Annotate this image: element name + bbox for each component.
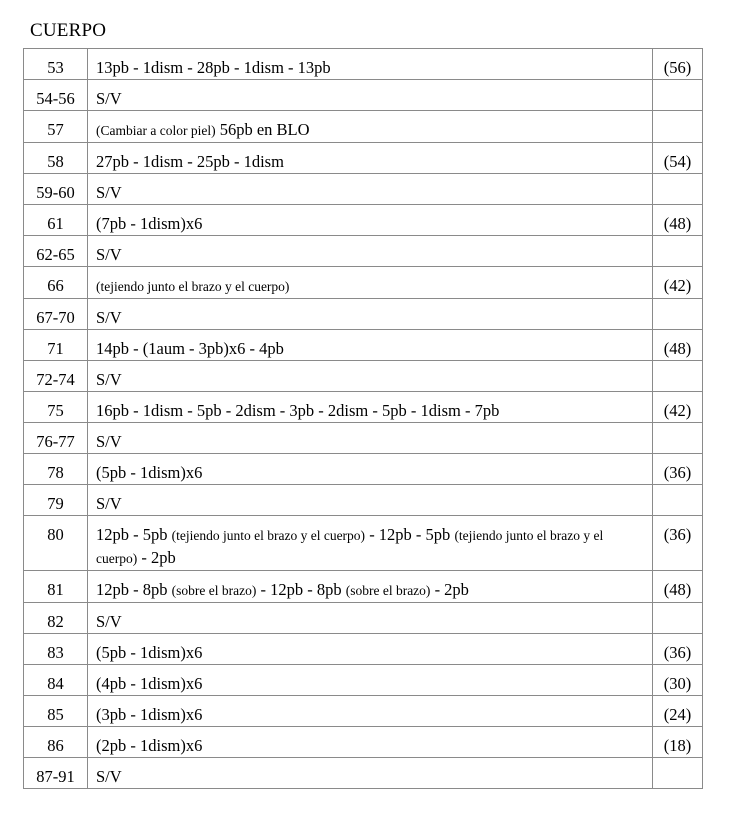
round-instruction	[88, 174, 653, 205]
round-number: 80	[24, 516, 88, 571]
stitch-count	[653, 603, 703, 634]
round-number: 75	[24, 392, 88, 423]
instruction-text: (7pb - 1dism)x6	[96, 214, 203, 233]
table-row	[24, 267, 703, 299]
round-instruction	[88, 485, 653, 516]
stitch-count: (36)	[653, 454, 703, 485]
round-number: 72-74	[24, 361, 88, 392]
round-instruction	[88, 665, 653, 696]
round-instruction	[88, 603, 653, 634]
stitch-count	[653, 111, 703, 143]
round-instruction	[88, 361, 653, 392]
table-row	[24, 516, 703, 571]
round-number: 85	[24, 696, 88, 727]
table-row	[24, 571, 703, 603]
round-number: 83	[24, 634, 88, 665]
instruction-text: 12pb - 5pb	[96, 525, 172, 544]
round-instruction	[88, 49, 653, 80]
instruction-text: - 12pb - 8pb	[256, 580, 346, 599]
round-number: 57	[24, 111, 88, 143]
instruction-text: S/V	[96, 767, 122, 786]
instruction-text: S/V	[96, 370, 122, 389]
round-number: 62-65	[24, 236, 88, 267]
round-instruction	[88, 205, 653, 236]
round-instruction	[88, 571, 653, 603]
stitch-count: (24)	[653, 696, 703, 727]
stitch-count	[653, 361, 703, 392]
table-row	[24, 330, 703, 361]
round-instruction	[88, 758, 653, 789]
instruction-text: - 12pb - 5pb	[365, 525, 455, 544]
instruction-note: (tejiendo junto el brazo y el cuerpo)	[171, 528, 366, 543]
instruction-text: 14pb - (1aum - 3pb)x6 - 4pb	[96, 339, 284, 358]
stitch-count	[653, 299, 703, 330]
table-row	[24, 696, 703, 727]
table-row	[24, 361, 703, 392]
stitch-count	[653, 423, 703, 454]
table-row	[24, 423, 703, 454]
round-number: 81	[24, 571, 88, 603]
round-number: 54-56	[24, 80, 88, 111]
table-row	[24, 454, 703, 485]
table-row	[24, 634, 703, 665]
stitch-count: (48)	[653, 330, 703, 361]
table-row	[24, 236, 703, 267]
stitch-count	[653, 236, 703, 267]
table-row	[24, 727, 703, 758]
table-row	[24, 80, 703, 111]
pattern-rows	[24, 49, 703, 789]
instruction-text: S/V	[96, 89, 122, 108]
round-number: 66	[24, 267, 88, 299]
table-row	[24, 758, 703, 789]
round-instruction	[88, 634, 653, 665]
table-row	[24, 111, 703, 143]
stitch-count: (42)	[653, 267, 703, 299]
instruction-text: (2pb - 1dism)x6	[96, 736, 203, 755]
round-number: 79	[24, 485, 88, 516]
instruction-text: 16pb - 1dism - 5pb - 2dism - 3pb - 2dism - 5pb - 1dism - 7pb	[96, 401, 500, 420]
round-instruction	[88, 454, 653, 485]
round-number: 58	[24, 143, 88, 174]
instruction-text: (3pb - 1dism)x6	[96, 705, 203, 724]
stitch-count	[653, 80, 703, 111]
instruction-text: S/V	[96, 432, 122, 451]
round-number: 67-70	[24, 299, 88, 330]
instruction-text: - 2pb	[137, 548, 176, 567]
stitch-count: (36)	[653, 634, 703, 665]
instruction-text: S/V	[96, 245, 122, 264]
instruction-note: (sobre el brazo)	[171, 583, 257, 598]
round-instruction	[88, 516, 653, 571]
table-row	[24, 485, 703, 516]
stitch-count: (48)	[653, 205, 703, 236]
instruction-text: - 2pb	[430, 580, 469, 599]
round-number: 61	[24, 205, 88, 236]
stitch-count: (54)	[653, 143, 703, 174]
stitch-count: (36)	[653, 516, 703, 571]
section-title: CUERPO	[30, 20, 107, 41]
stitch-count: (48)	[653, 571, 703, 603]
instruction-note: (tejiendo junto el brazo y el cuerpo)	[96, 528, 604, 566]
instruction-text: S/V	[96, 183, 122, 202]
round-number: 82	[24, 603, 88, 634]
round-instruction	[88, 423, 653, 454]
instruction-text: (5pb - 1dism)x6	[96, 643, 203, 662]
round-number: 59-60	[24, 174, 88, 205]
instruction-text: 12pb - 8pb	[96, 580, 172, 599]
round-instruction	[88, 727, 653, 758]
round-number: 84	[24, 665, 88, 696]
stitch-count: (18)	[653, 727, 703, 758]
instruction-text: 27pb - 1dism - 25pb - 1dism	[96, 152, 284, 171]
instruction-note: (tejiendo junto el brazo y el cuerpo)	[96, 279, 290, 294]
table-row	[24, 392, 703, 423]
table-row	[24, 299, 703, 330]
instruction-note: (Cambiar a color piel)	[96, 123, 216, 138]
round-instruction	[88, 143, 653, 174]
stitch-count	[653, 758, 703, 789]
round-instruction	[88, 236, 653, 267]
round-number: 78	[24, 454, 88, 485]
table-row	[24, 205, 703, 236]
instruction-text: (5pb - 1dism)x6	[96, 463, 203, 482]
round-instruction	[88, 330, 653, 361]
table-row	[24, 603, 703, 634]
round-number: 53	[24, 49, 88, 80]
table-row	[24, 49, 703, 80]
instruction-text: S/V	[96, 308, 122, 327]
round-instruction	[88, 80, 653, 111]
table-row	[24, 174, 703, 205]
instruction-text: 56pb en BLO	[215, 120, 310, 139]
table-row	[24, 665, 703, 696]
stitch-count: (42)	[653, 392, 703, 423]
stitch-count	[653, 174, 703, 205]
round-instruction	[88, 299, 653, 330]
round-instruction	[88, 111, 653, 143]
instruction-text: (4pb - 1dism)x6	[96, 674, 203, 693]
round-number: 76-77	[24, 423, 88, 454]
stitch-count: (30)	[653, 665, 703, 696]
instruction-note: (sobre el brazo)	[345, 583, 431, 598]
round-instruction	[88, 267, 653, 299]
instruction-text: 13pb - 1dism - 28pb - 1dism - 13pb	[96, 58, 331, 77]
round-instruction	[88, 392, 653, 423]
pattern-table	[23, 48, 703, 789]
round-number: 87-91	[24, 758, 88, 789]
instruction-text: S/V	[96, 494, 122, 513]
stitch-count: (56)	[653, 49, 703, 80]
round-instruction	[88, 696, 653, 727]
table-row	[24, 143, 703, 174]
stitch-count	[653, 485, 703, 516]
instruction-text: S/V	[96, 612, 122, 631]
round-number: 71	[24, 330, 88, 361]
round-number: 86	[24, 727, 88, 758]
